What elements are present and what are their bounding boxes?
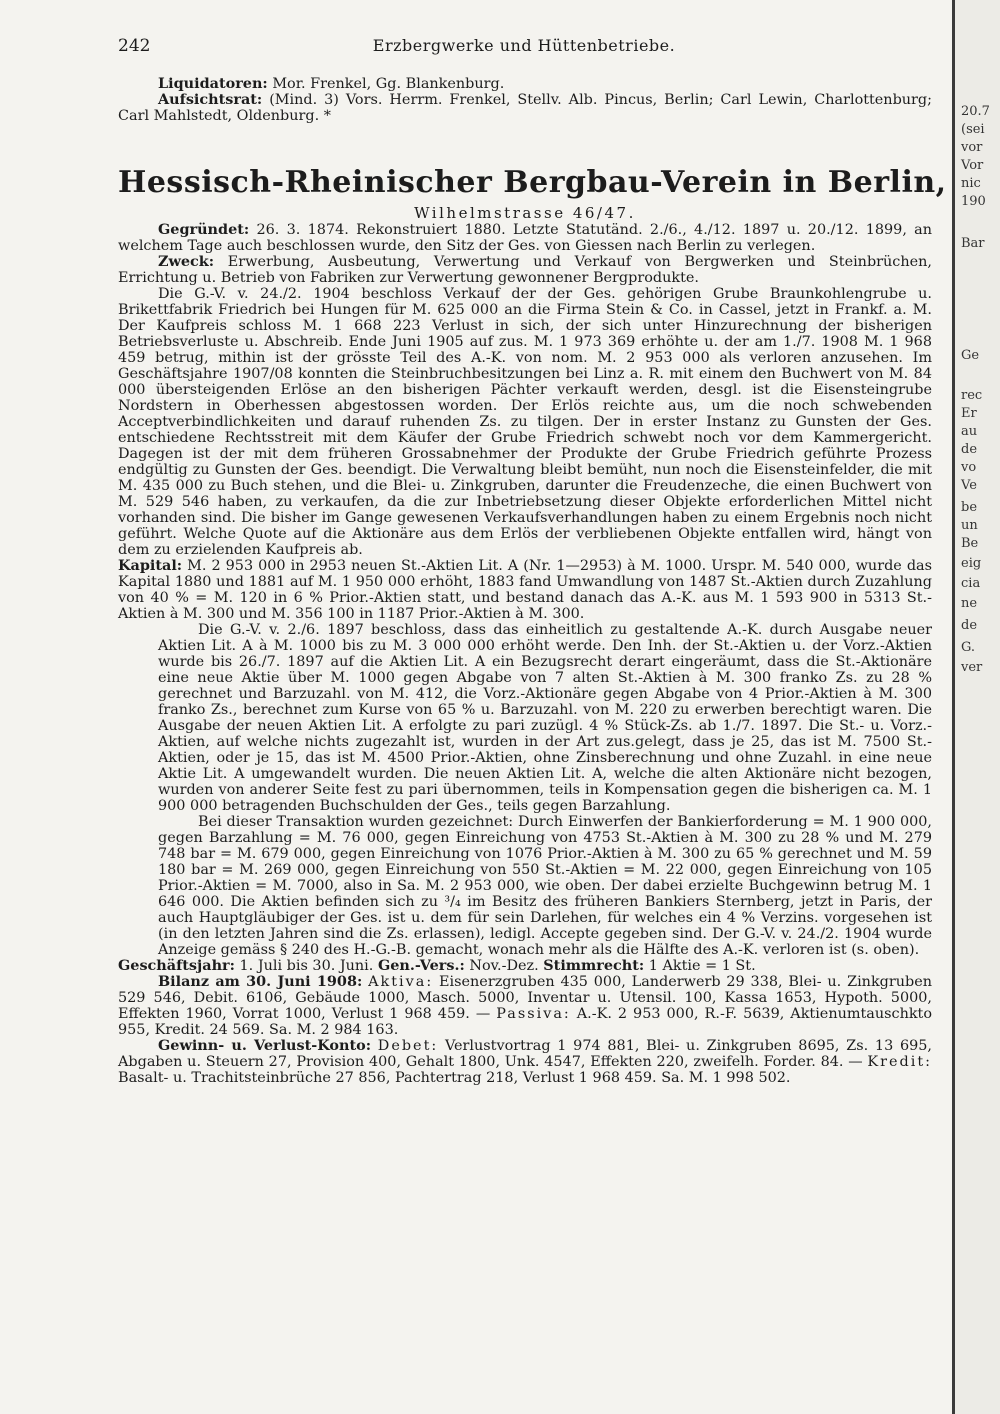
bilanz-entry [118, 974, 932, 1038]
gegruendet-label: Gegründet: [158, 221, 250, 238]
genvers-label: Gen.-Vers.: [377, 957, 465, 974]
margin-fragment: Be [961, 536, 979, 551]
aufsichtsrat-label: Aufsichtsrat: [158, 91, 263, 108]
margin-fragment: be [961, 500, 978, 515]
margin-fragment: cia [961, 576, 981, 591]
stimmrecht-label: Stimmrecht: [543, 957, 645, 974]
passiva-label: Passiva: [496, 1006, 571, 1022]
debet-text: Verlustvortrag 1 974 881, Blei- u. Zinkgruben 8695, Zs. 13 695, Abgaben u. Steuern 27, Provision 400, Gehalt 1800, Unk. 4547, Effekten 220, zweifelh. Forder. 84. — [118, 1038, 932, 1070]
zweck-label: Zweck: [158, 253, 215, 270]
aufsichtsrat-entry [118, 92, 932, 124]
margin-fragment: de [961, 618, 978, 633]
adjacent-page-edge [952, 0, 1000, 1414]
margin-fragment: ne [961, 596, 978, 611]
margin-fragment: 190 [961, 194, 986, 209]
kapital-paragraph-3: Bei dieser Transaktion wurden gezeichnet: Durch Einwerfen der Bankierforderung = M. 1 900 000, gegen Barzahlung = M. 76 000, gegen Einreichung von 4753 St.-Aktien à M. 300 zu 28 % und M. 279 748 bar = M. 679 000, gegen Einreichung von 1076 Prior.-Aktien à M. 300 zu 65 % gerechnet und M. 59 180 bar = M. 269 000, gegen Einreichung von 550 St.-Aktien = M. 22 000, gegen Einreichung von 105 Prior.-Aktien = M. 7000, also in Sa. M. 2 953 000, wie oben. Der dabei erzielte Buchgewinn betrug M. 1 646 000. Die Aktien befinden sich zu ³/₄ im Besitz des früheren Bankiers Sternberg, jetzt in Paris, der auch Hauptgläubiger der Ges. ist u. dem für sein Darlehen, für welches ein 4 % Verzins. vorgesehen ist (in den letzten Jahren sind die Zs. erlassen), ledigl. Accepte gegeben sind. Der G.-V. v. 24./2. 1904 wurde Anzeige gemäss § 240 des H.-G.-B. gemacht, wonach mehr als die Hälfte des A.-K. verloren ist (s. oben). [158, 814, 932, 958]
running-head: Erzbergwerke und Hüttenbetriebe. [372, 36, 676, 55]
liquidatoren-entry [118, 76, 932, 92]
gegruendet-entry [118, 222, 932, 254]
kapital-paragraph-2: Die G.-V. v. 2./6. 1897 beschloss, dass das einheitlich zu gestaltende A.-K. durch Ausgabe neuer Aktien Lit. A à M. 1000 bis zu M. 3 000 000 erhöht werde. Den Inh. der St.-Aktien u. der Vorz.-Aktien wurde bis 26./7. 1897 auf die Aktien Lit. A ein Bezugsrecht derart eingeräumt, dass die St.-Aktionäre eine neue Aktie über M. 1000 gegen Abgabe von 7 alten St.-Aktien à M. 300 franko Zs. zu 28 % gerechnet und Barzuzahl. von M. 412, die Vorz.-Aktionäre gegen Abgabe von 4 Prior.-Aktien à M. 300 franko Zs., berechnet zum Kurse von 65 % u. Barzuzahl. von M. 220 zu erwerben berechtigt waren. Die Ausgabe der neuen Aktien Lit. A erfolgte zu pari zuzügl. 4 % Stück-Zs. ab 1./7. 1897. Die St.- u. Vorz.-Aktien, auf welche nichts zugezahlt ist, wurden in der Art zus.gelegt, dass je 25, das ist M. 7500 St.-Aktien, oder je 15, das ist M. 4500 Prior.-Aktien, ohne Zinsberechnung und ohne Zuzahl. in eine neue Aktie Lit. A umgewandelt wurden. Die neuen Aktien Lit. A, welche die alten Aktionäre nicht bezogen, wurden von anderer Seite fest zu pari übernommen, teils in Kompensation gegen die bisherigen ca. M. 1 900 000 betragenden Buchschulden der Ges., teils gegen Barzahlung. [158, 622, 932, 814]
margin-fragment: vor [961, 140, 983, 155]
gewinn-label: Gewinn- u. Verlust-Konto: [158, 1037, 372, 1054]
company-title: Hessisch-Rheinischer Bergbau-Verein in Berlin, [118, 165, 947, 200]
kredit-label: Kredit: [867, 1054, 932, 1070]
genvers-text: Nov.-Dez. [469, 958, 539, 974]
margin-fragment: de [961, 442, 978, 457]
geschaeftsjahr-label: Geschäftsjahr: [118, 957, 235, 974]
kapital-label: Kapital: [118, 557, 183, 574]
margin-fragment: rec [961, 388, 983, 403]
zweck-paragraph: Die G.-V. v. 24./2. 1904 beschloss Verkauf der der Ges. gehörigen Grube Braunkohlengrube u. Brikettfabrik Friedrich bei Hungen für M. 625 000 an die Firma Stein & Co. in Cassel, jetzt in Frankf. a. M. Der Kaufpreis schloss M. 1 668 223 Verlust in sich, der sich unter Hinzurechnung der bisherigen Betriebsverluste u. Abschreib. Ende Juni 1905 auf zus. M. 1 973 369 erhöhte u. der am 1./7. 1908 M. 1 968 459 betrug, mithin ist der grösste Teil des A.-K. von nom. M. 2 953 000 als verloren anzusehen. Im Geschäftsjahre 1907/08 konnten die Steinbruchbesitzungen bei Linz a. R. mit einem den Buchwert von M. 84 000 übersteigenden Erlöse an den bisherigen Pächter verkauft werden, desgl. ist die Eisensteingrube Nordstern in Oberhessen abgestossen worden. Der Erlös reichte aus, um die noch schwebenden Acceptverbindlichkeiten und darauf ruhenden Zs. zu tilgen. Der in erster Instanz zu Gunsten der Ges. entschiedene Rechtsstreit mit dem Käufer der Grube Friedrich schwebt noch vor dem Kammergericht. Dagegen ist der mit dem früheren Grossabnehmer der Produkte der Grube Friedrich geführte Prozess endgültig zu Gunsten der Ges. beendigt. Die Verwaltung bleibt bemüht, nun noch die Eisensteinfelder, die mit M. 435 000 zu Buch stehen, und die Blei- u. Zinkgruben, darunter die Freudenzeche, die einen Buchwert von M. 529 546 haben, zu verkaufen, da die zur Inbetriebsetzung dieser Objekte erforderlichen Mittel nicht vorhanden sind. Die bisher im Gange gewesenen Verkaufsverhandlungen haben zu einem Ergebnis noch nicht geführt. Welche Quote auf die Aktionäre aus dem Erlös der verbliebenen Objekte entfallen wird, hängt von dem zu erzielenden Kaufpreis ab. [118, 286, 932, 558]
margin-fragment: Bar [961, 236, 985, 251]
bilanz-label: Bilanz am 30. Juni 1908: [158, 973, 363, 990]
debet-label: Debet: [377, 1038, 439, 1054]
company-heading [118, 165, 947, 222]
margin-fragment: Vor [961, 158, 984, 173]
liquidatoren-label: Liquidatoren: [158, 75, 268, 92]
kredit-text: Basalt- u. Trachitsteinbrüche 27 856, Pachtertrag 218, Verlust 1 968 459. Sa. M. 1 998 502. [118, 1070, 791, 1086]
margin-fragment: ver [961, 660, 983, 675]
margin-fragment: G. [961, 640, 976, 655]
zweck-entry [118, 254, 932, 286]
stimmrecht-text: 1 Aktie = 1 St. [648, 958, 756, 974]
margin-fragment: (sei [961, 122, 985, 137]
page-body [118, 75, 947, 1086]
aktiva-text: Eisenerzgruben 435 000, Landerwerb 29 338, Blei- u. Zinkgruben 529 546, Debit. 6106, Gebäude 1000, Masch. 5000, Inventar u. Utensil. 100, Kassa 1653, Hypoth. 5000, Effekten 1960, Vorrat 1000, Verlust 1 968 459. — [118, 974, 933, 1022]
page-number: 242 [118, 36, 151, 56]
gewinn-entry [118, 1038, 932, 1086]
margin-fragment: Ve [961, 478, 977, 493]
aufsichtsrat-text: (Mind. 3) Vors. Herrm. Frenkel, Stellv. Alb. Pincus, Berlin; Carl Lewin, Charlottenburg; Carl Mahlstedt, Oldenburg. * [118, 92, 932, 124]
margin-fragment: Er [961, 406, 977, 421]
zweck-text: Erwerbung, Ausbeutung, Verwertung und Verkauf von Bergwerken und Steinbrüchen, Errichtung u. Betrieb von Fabriken zur Verwertung gewonnener Bergprodukte. [118, 254, 932, 286]
gegruendet-text: 26. 3. 1874. Rekonstruiert 1880. Letzte Statutänd. 2./6., 4./12. 1897 u. 20./12. 1899, an welchem Tage auch beschlossen wurde, den Sitz der Ges. von Giessen nach Berlin zu verlegen. [118, 222, 933, 254]
margin-fragment: un [961, 518, 978, 533]
page-header [118, 36, 930, 58]
aktiva-label: Aktiva: [368, 974, 434, 990]
company-address: Wilhelmstrasse 46/47. [414, 204, 636, 222]
margin-fragment: Ge [961, 348, 980, 363]
margin-fragment: 20.7 [961, 104, 990, 119]
passiva-text: A.-K. 2 953 000, R.-F. 5639, Aktienumtauschkto 955, Kredit. 24 569. Sa. M. 2 984 163. [118, 1006, 933, 1038]
geschaeftsjahr-text: 1. Juli bis 30. Juni. [239, 958, 374, 974]
kapital-text: M. 2 953 000 in 2953 neuen St.-Aktien Lit. A (Nr. 1—2953) à M. 1000. Urspr. M. 540 000, wurde das Kapital 1880 und 1881 auf M. 1 950 000 erhöht, 1883 fand Umwandlung von 1487 St.-Aktien durch Zuzahlung von 40 % = M. 120 in 6 % Prior.-Aktien statt, und bestand danach das A.-K. aus M. 1 593 900 in 5313 St.-Aktien à M. 300 und M. 356 100 in 1187 Prior.-Aktien à M. 300. [118, 558, 932, 622]
margin-fragment: vo [961, 460, 977, 475]
margin-fragment: au [961, 424, 978, 439]
margin-fragment: eig [961, 556, 982, 571]
kapital-entry [118, 558, 932, 622]
geschaeftsjahr-entry [118, 958, 932, 974]
margin-fragment: nic [961, 176, 981, 191]
liquidatoren-text: Mor. Frenkel, Gg. Blankenburg. [272, 76, 505, 92]
